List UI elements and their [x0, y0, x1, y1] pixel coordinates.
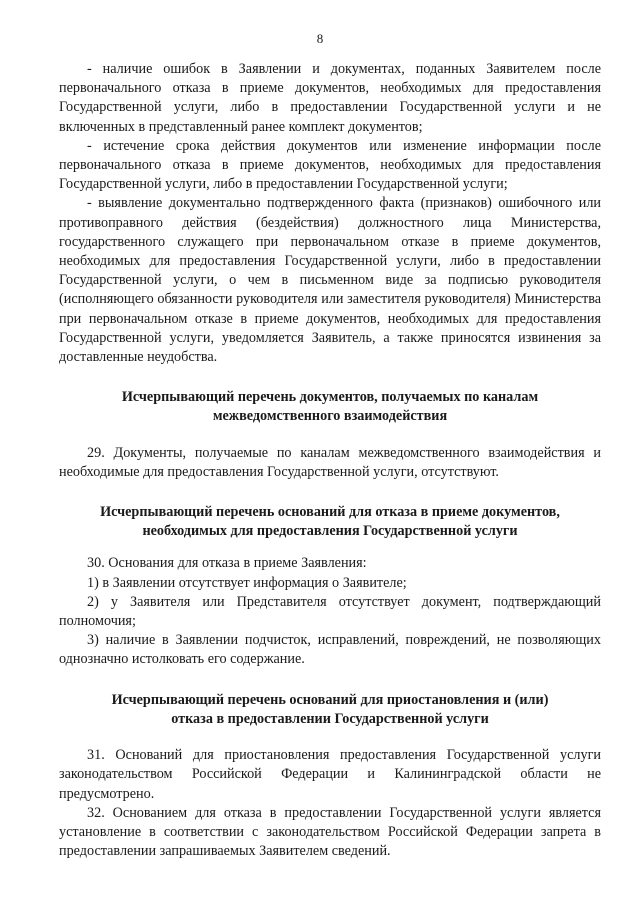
grounds-list [59, 60, 601, 367]
section-refusal-grounds-documents [59, 503, 601, 670]
section-interagency-documents [59, 388, 601, 482]
list-item: - истечение срока действия документов или изменение информации после первоначального отказа в приеме документов, необходимых для предоставления Государственной услуги, либо в предоставлении Государственной услуги; [59, 137, 601, 193]
list-item: 1) в Заявлении отсутствует информация о Заявителе; [87, 574, 407, 591]
paragraph: 32. Основанием для отказа в предоставлении Государственной услуги является установление в соответствии с законодательством Российской Федерации запрета в предоставлении запрашиваемых Заявителем сведений. [59, 804, 601, 860]
section-heading: Исчерпывающий перечень оснований для отказа в приеме документов, необходимых для предоставления Государственной услуги [100, 504, 560, 540]
section-heading: Исчерпывающий перечень оснований для приостановления и (или) отказа в предоставлении Государственной услуги [111, 691, 549, 727]
section-heading: Исчерпывающий перечень документов, получаемых по каналам межведомственного взаимодействия [121, 389, 539, 425]
paragraph: 29. Документы, получаемые по каналам межведомственного взаимодействия и необходимые для предоставления Государственной услуги, отсутствуют. [59, 444, 601, 480]
list-item: - выявление документально подтвержденного факта (признаков) ошибочного или противоправного действия (бездействия) должностного лица Министерства, государственного служащего при первоначальном отказе в приеме документов, необходимых для предоставления Государственной услуги, либо в предоставлении Государственной услуги, о чем в письменном виде за подписью руководителя (исполняющего обязанности руководителя или заместителя руководителя) Министерства при первоначальном отказе в приеме документов, необходимых для предоставления Государственной услуги, уведомляется Заявитель, а также приносятся извинения за доставленные неудобства. [59, 195, 601, 366]
section-suspension-refusal-grounds [59, 691, 601, 862]
page-number: 8 [316, 31, 324, 46]
paragraph: 30. Основания для отказа в приеме Заявления: [87, 555, 367, 572]
paragraph: 31. Оснований для приостановления предоставления Государственной услуги законодательством Российской Федерации и Калининградской области не предусмотрено. [59, 747, 601, 802]
list-item: 3) наличие в Заявлении подчисток, исправлений, повреждений, не позволяющих однозначно истолковать его содержание. [59, 632, 601, 668]
page-body [59, 60, 601, 861]
list-item: 2) у Заявителя или Представителя отсутствует документ, подтверждающий полномочия; [59, 593, 601, 630]
list-item: - наличие ошибок в Заявлении и документах, поданных Заявителем после первоначального отказа в приеме документов, необходимых для предоставления Государственной услуги, либо в предоставлении Государственной услуги и не включенных в представленный ранее комплект документов; [59, 61, 601, 135]
